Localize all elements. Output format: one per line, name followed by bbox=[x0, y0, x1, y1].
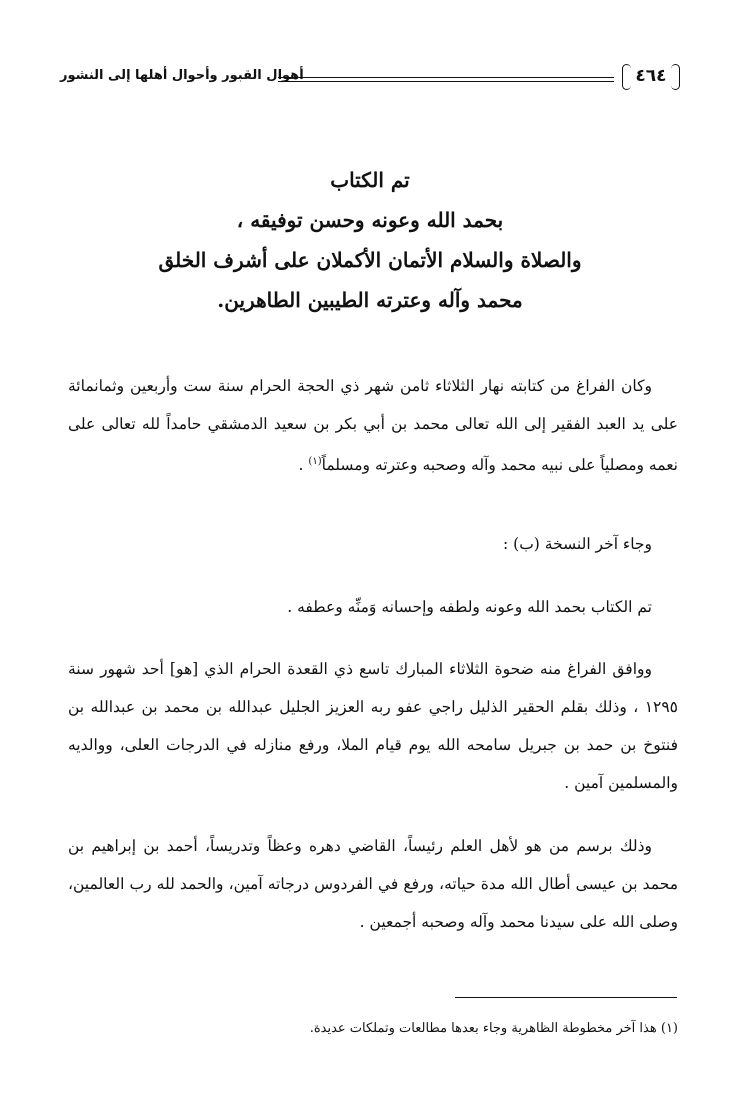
footnote-reference[interactable]: (١) bbox=[308, 456, 322, 467]
header-title: أهوال القبور وأحوال أهلها إلى النشور bbox=[60, 68, 304, 83]
paragraph-text: وكان الفراغ من كتابته نهار الثلاثاء ثامن شهر ذي الحجة الحرام سنة ست وأربعين وثمانمائة على يد العبد الفقير إلى الله تعالى محمد بن أبي بكر بن سعيد الدمشقي حامداً لله تعالى على نعمه ومصلياً على نبيه محمد وآله وصحبه وعترته ومسلماً bbox=[68, 377, 678, 475]
paragraph-copy-b-heading: وجاء آخر النسخة (ب) : bbox=[503, 535, 652, 553]
paragraph-copy-b-date: ووافق الفراغ منه ضحوة الثلاثاء المبارك تاسع ذي القعدة الحرام الذي [هو] أحد شهور سنة ١٢٩٥ ، وذلك بقلم الحقير الذليل راجي عفو ربه العزيز الجليل عبدالله بن محمد بن عبدالله بن فنتوخ بن حمد بن جبريل سامحه الله يوم قيام الملا، ورفع منازله في الدرجات العلى، ووالديه والمسلمين آمين . bbox=[68, 660, 678, 792]
page-number: ٤٦٤ bbox=[622, 62, 680, 90]
paragraph-dedication: وذلك برسم من هو لأهل العلم رئيساً، القاضي دهره وعظاً وتدريساً، أحمد بن إبراهيم بن محمد بن عيسى أطال الله مدة حياته، ورفع في الفردوس درجاته آمين، والحمد لله رب العالمين، وصلى الله على سيدنا محمد وآله وصحبه أجمعين . bbox=[68, 837, 678, 931]
colophon-block bbox=[60, 160, 680, 320]
header-rule bbox=[278, 77, 614, 78]
running-header bbox=[60, 64, 680, 94]
paragraph-copy-b-colophon: تم الكتاب بحمد الله وعونه ولطفه وإحسانه وَمنِّه وعطفه . bbox=[287, 598, 652, 616]
paragraph-scribe-note bbox=[68, 367, 678, 484]
colophon-line: والصلاة والسلام الأتمان الأكملان على أشرف الخلق bbox=[158, 248, 582, 272]
footnote: (١) هذا آخر مخطوطة الظاهرية وجاء بعدها مطالعات وتملكات عديدة. bbox=[309, 1021, 678, 1036]
colophon-line: محمد وآله وعترته الطيبين الطاهرين. bbox=[217, 288, 523, 312]
footnote-separator bbox=[455, 997, 677, 998]
colophon-line: تم الكتاب bbox=[330, 168, 410, 192]
header-rule-thin bbox=[278, 81, 614, 82]
colophon-line: بحمد الله وعونه وحسن توفيقه ، bbox=[236, 208, 504, 232]
paragraph-end: . bbox=[298, 456, 309, 475]
